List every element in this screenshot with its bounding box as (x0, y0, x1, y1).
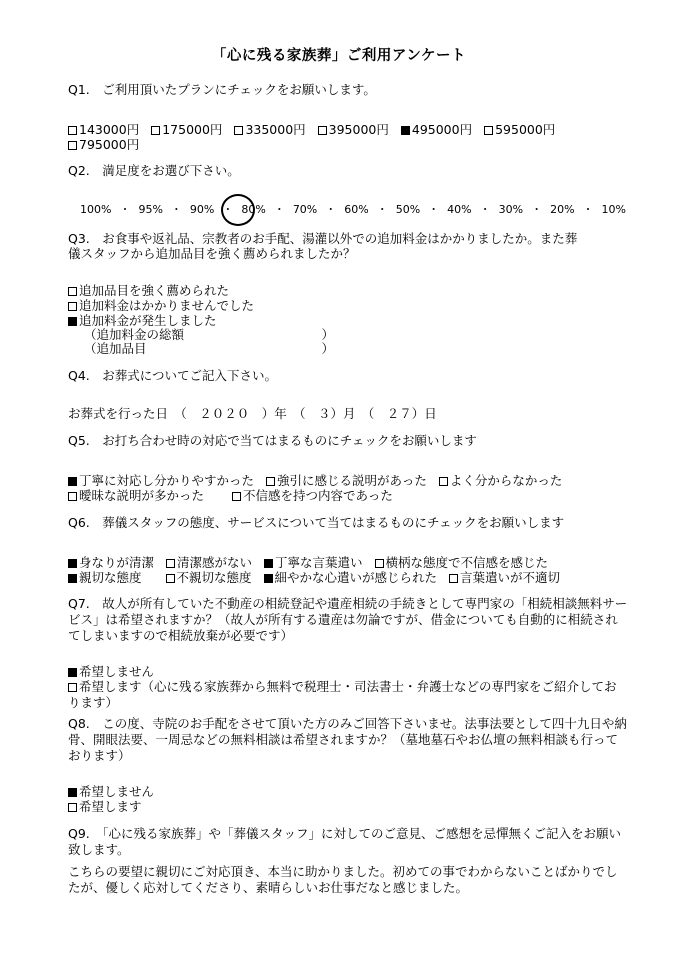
checkbox-icon[interactable] (68, 302, 77, 311)
checkbox-icon[interactable] (266, 477, 275, 486)
scale-option[interactable]: 90% (189, 203, 215, 216)
q4-label: Q4. お葬式についてご記入下さい。 (68, 368, 278, 383)
q7-option[interactable]: 希望します（心に残る家族葬から無料で税理士・司法書士・弁護士などの専門家をご紹介しております） (68, 679, 617, 710)
checkbox-checked-icon[interactable] (68, 668, 77, 677)
scale-option[interactable]: 20% (550, 203, 575, 216)
scale-option[interactable]: 30% (498, 203, 524, 216)
q1-options-row1 (68, 122, 567, 138)
checkbox-icon[interactable] (439, 477, 448, 486)
checkbox-icon[interactable] (318, 126, 327, 135)
q1-option-143000[interactable]: 143000円 (68, 122, 139, 138)
q3-option-checked[interactable]: 追加料金が発生しました (68, 313, 217, 329)
checkbox-icon[interactable] (68, 126, 77, 135)
q6-row1 (68, 555, 560, 571)
q6-option[interactable]: 不親切な態度 (166, 570, 252, 586)
q1-option-495000[interactable]: 495000円 (401, 122, 472, 138)
checkbox-checked-icon[interactable] (264, 574, 273, 583)
checkbox-icon[interactable] (68, 803, 77, 812)
q7-option-checked[interactable]: 希望しません (68, 664, 154, 680)
q3-total-amount-field[interactable]: （追加料金の総額 ） (84, 327, 335, 342)
q1-option-175000[interactable]: 175000円 (151, 122, 222, 138)
checkbox-icon[interactable] (151, 126, 160, 135)
checkbox-icon[interactable] (234, 126, 243, 135)
checkbox-icon[interactable] (166, 574, 175, 583)
q6-option-checked[interactable]: 親切な態度 (68, 570, 142, 586)
q8-option-checked[interactable]: 希望しません (68, 784, 154, 800)
scale-option-selected[interactable]: 80% (241, 203, 266, 216)
q1-options-row2 (68, 137, 151, 153)
checkbox-checked-icon[interactable] (68, 574, 77, 583)
q4-answer[interactable]: お葬式を行った日 （ ２０２０ ）年 （ ３）月 （ ２７）日 (68, 406, 437, 421)
q3-items-field[interactable]: （追加品目 ） (84, 341, 335, 356)
checkbox-checked-icon[interactable] (264, 559, 273, 568)
q6-row2 (68, 570, 572, 586)
q8-option[interactable]: 希望します (68, 799, 142, 815)
q6-option[interactable]: 清潔感がない (166, 555, 252, 571)
q6-label: Q6. 葬儀スタッフの態度、サービスについて当てはまるものにチェックをお願いします (68, 515, 565, 530)
q5-label: Q5. お打ち合わせ時の対応で当てはまるものにチェックをお願いします (68, 433, 477, 448)
q1-option-335000[interactable]: 335000円 (234, 122, 305, 138)
scale-option[interactable]: 10% (601, 203, 626, 216)
scale-option[interactable]: 95% (138, 203, 163, 216)
q6-option[interactable]: 横柄な態度で不信感を感じた (375, 555, 549, 571)
q7-label: Q7. 故人が所有していた不動産の相続登記や遺産相続の手続きとして専門家の「相続相談無料サービス」は希望されますか？（故人が所有する遺産は勿論ですが、借金についても自動的に相続されてしまいますので相続放棄が必要です） (68, 596, 628, 643)
q5-row1 (68, 473, 574, 489)
q3-label-line1: Q3. お食事や返礼品、宗教者のお手配、湯灌以外での追加料金はかかりましたか。また葬 (68, 231, 578, 246)
q1-option-395000[interactable]: 395000円 (318, 122, 389, 138)
q5-option-checked[interactable]: 丁寧に対応し分かりやすかった (68, 473, 254, 489)
checkbox-checked-icon[interactable] (68, 559, 77, 568)
selection-circle-icon (221, 194, 255, 226)
scale-option[interactable]: 100% (80, 203, 112, 216)
q6-option[interactable]: 言葉遣いが不適切 (449, 570, 560, 586)
q1-option-595000[interactable]: 595000円 (484, 122, 555, 138)
q5-option[interactable]: 強引に感じる説明があった (266, 473, 427, 489)
checkbox-icon[interactable] (68, 492, 77, 501)
q5-row2 (68, 488, 405, 504)
checkbox-icon[interactable] (232, 492, 241, 501)
q3-option[interactable]: 追加料金はかかりませんでした (68, 298, 254, 314)
q8-label: Q8. この度、寺院のお手配をさせて頂いた方のみご回答下さいませ。法事法要として四十九日や納骨、開眼法要、一周忌などの無料相談は希望されますか？（墓地墓石やお仏壇の無料相談も行っております） (68, 716, 627, 763)
scale-option[interactable]: 60% (344, 203, 369, 216)
q5-option[interactable]: 不信感を持つ内容であった (232, 488, 393, 504)
checkbox-checked-icon[interactable] (401, 126, 410, 135)
q5-option[interactable]: よく分からなかった (439, 473, 563, 489)
scale-option[interactable]: 70% (292, 203, 318, 216)
q3-option[interactable]: 追加品目を強く薦められた (68, 283, 229, 299)
q1-option-795000[interactable]: 795000円 (68, 137, 139, 153)
q9-label: Q9. 「心に残る家族葬」や「葬儀スタッフ」に対してのご意見、ご感想を忌憚無くご記入をお願い致します。 (68, 826, 622, 857)
checkbox-icon[interactable] (166, 559, 175, 568)
checkbox-icon[interactable] (68, 683, 77, 692)
checkbox-icon[interactable] (68, 287, 77, 296)
q5-option[interactable]: 曖昧な説明が多かった (68, 488, 204, 504)
q9-answer[interactable]: こちらの要望に親切にご対応頂き、本当に助かりました。初めての事でわからないことばかりでしたが、優しく応対してくださり、素晴らしいお仕事だなと感じました。 (68, 864, 618, 895)
checkbox-icon[interactable] (449, 574, 458, 583)
checkbox-checked-icon[interactable] (68, 788, 77, 797)
q6-option-checked[interactable]: 身なりが清潔 (68, 555, 154, 571)
checkbox-icon[interactable] (375, 559, 384, 568)
satisfaction-scale: 100% ・ 95% ・ 90% ・ 80% ・ 70% ・ 60% ・ 50% ・ 40% ・ 30% ・ 20% ・ 10% (80, 203, 626, 216)
checkbox-icon[interactable] (68, 141, 77, 150)
checkbox-checked-icon[interactable] (68, 317, 77, 326)
scale-option[interactable]: 40% (447, 203, 472, 216)
page-title: 「心に残る家族葬」ご利用アンケート (211, 48, 467, 64)
q1-label: Q1. ご利用頂いたプランにチェックをお願いします。 (68, 82, 376, 97)
q2-label: Q2. 満足度をお選び下さい。 (68, 163, 240, 178)
scale-option[interactable]: 50% (395, 203, 421, 216)
q6-option-checked[interactable]: 細やかな心遣いが感じられた (264, 570, 438, 586)
checkbox-checked-icon[interactable] (68, 477, 77, 486)
q3-label-line2: 儀スタッフから追加品目を強く薦められましたか？ (68, 246, 356, 261)
checkbox-icon[interactable] (484, 126, 493, 135)
q6-option-checked[interactable]: 丁寧な言葉遣い (264, 555, 363, 571)
